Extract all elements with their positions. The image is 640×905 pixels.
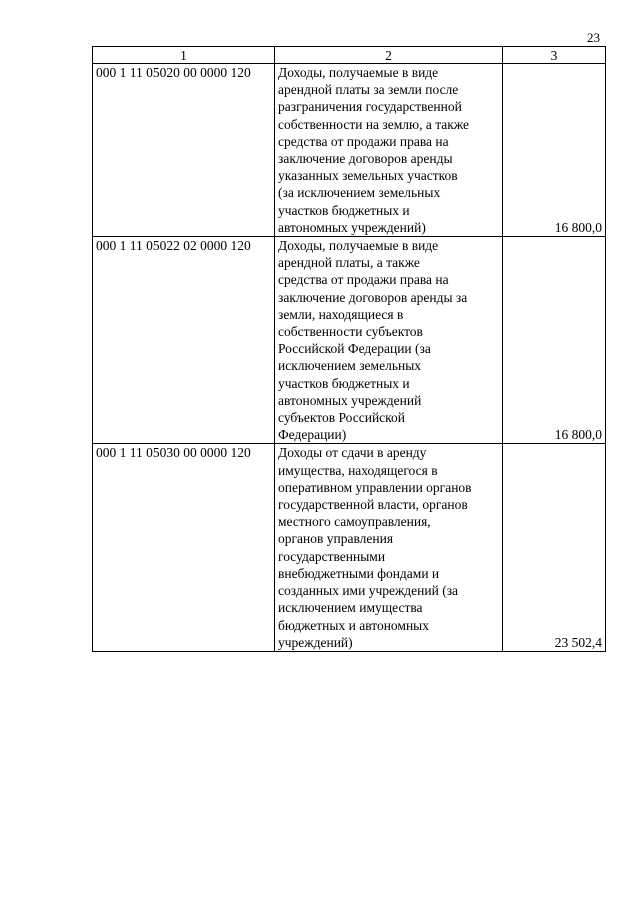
revenue-name-line: указанных земельных участков (278, 168, 458, 184)
revenue-name-line: земли, находящиеся в (278, 306, 404, 322)
table-row (93, 64, 606, 237)
revenue-name-line: созданных ими учреждений (за (278, 583, 459, 599)
revenue-name-line: арендной платы за земли после (278, 82, 459, 98)
revenue-name-line: автономных учреждений) (278, 219, 426, 235)
amount-cell: 16 800,0 (503, 64, 606, 237)
revenue-name-line: исключением имущества (278, 600, 423, 616)
revenue-name-line: собственности на землю, а также (278, 116, 469, 132)
revenue-name-line: автономных учреждений (278, 392, 422, 408)
revenue-name-line: Российской Федерации (за (278, 341, 431, 357)
revenue-name-line: собственности субъектов (278, 324, 423, 340)
revenue-name-line: учреждений) (278, 634, 353, 650)
revenue-name-line: субъектов Российской (278, 410, 406, 426)
revenue-name-line: участков бюджетных и (278, 202, 410, 218)
revenue-name-line: государственной власти, органов (278, 497, 468, 513)
revenue-name-cell (275, 64, 503, 237)
revenue-name-cell (275, 444, 503, 651)
revenue-name-line: средства от продажи права на (278, 133, 449, 149)
table-row (93, 444, 606, 651)
revenue-name-line: местного самоуправления, (278, 514, 431, 530)
revenue-name-line: внебюджетными фондами и (278, 565, 440, 581)
revenue-name-line: Доходы от сдачи в аренду (278, 445, 427, 461)
amount-cell: 23 502,4 (503, 444, 606, 651)
revenue-table (92, 46, 606, 652)
revenue-name-line: разграничения государственной (278, 99, 462, 115)
column-header-name: 2 (275, 47, 503, 64)
revenue-name-line: (за исключением земельных (278, 185, 441, 201)
budget-code-cell: 000 1 11 05022 02 0000 120 (93, 237, 275, 444)
revenue-name-line: бюджетных и автономных (278, 617, 430, 633)
revenue-name-line: исключением земельных (278, 358, 422, 374)
revenue-name-line: имущества, находящегося в (278, 462, 438, 478)
revenue-name-line: арендной платы, а также (278, 255, 420, 271)
column-header-code: 1 (93, 47, 275, 64)
revenue-name-line: заключение договоров аренды за (278, 289, 468, 305)
revenue-name-cell (275, 237, 503, 444)
revenue-name-line: государственными (278, 548, 386, 564)
table-row (93, 237, 606, 444)
revenue-name-line: участков бюджетных и (278, 375, 410, 391)
amount-cell: 16 800,0 (503, 237, 606, 444)
revenue-name-line: оперативном управлении органов (278, 479, 472, 495)
column-header-amount: 3 (503, 47, 606, 64)
revenue-name-line: органов управления (278, 531, 394, 547)
page-number: 23 (587, 30, 600, 45)
revenue-name-line: заключение договоров аренды (278, 151, 453, 167)
budget-code-cell: 000 1 11 05020 00 0000 120 (93, 64, 275, 237)
budget-code-cell: 000 1 11 05030 00 0000 120 (93, 444, 275, 651)
revenue-name-line: Доходы, получаемые в виде (278, 238, 439, 254)
revenue-name-line: Федерации) (278, 427, 347, 443)
revenue-name-line: средства от продажи права на (278, 272, 449, 288)
header-row (93, 47, 606, 64)
revenue-name-line: Доходы, получаемые в виде (278, 65, 439, 80)
